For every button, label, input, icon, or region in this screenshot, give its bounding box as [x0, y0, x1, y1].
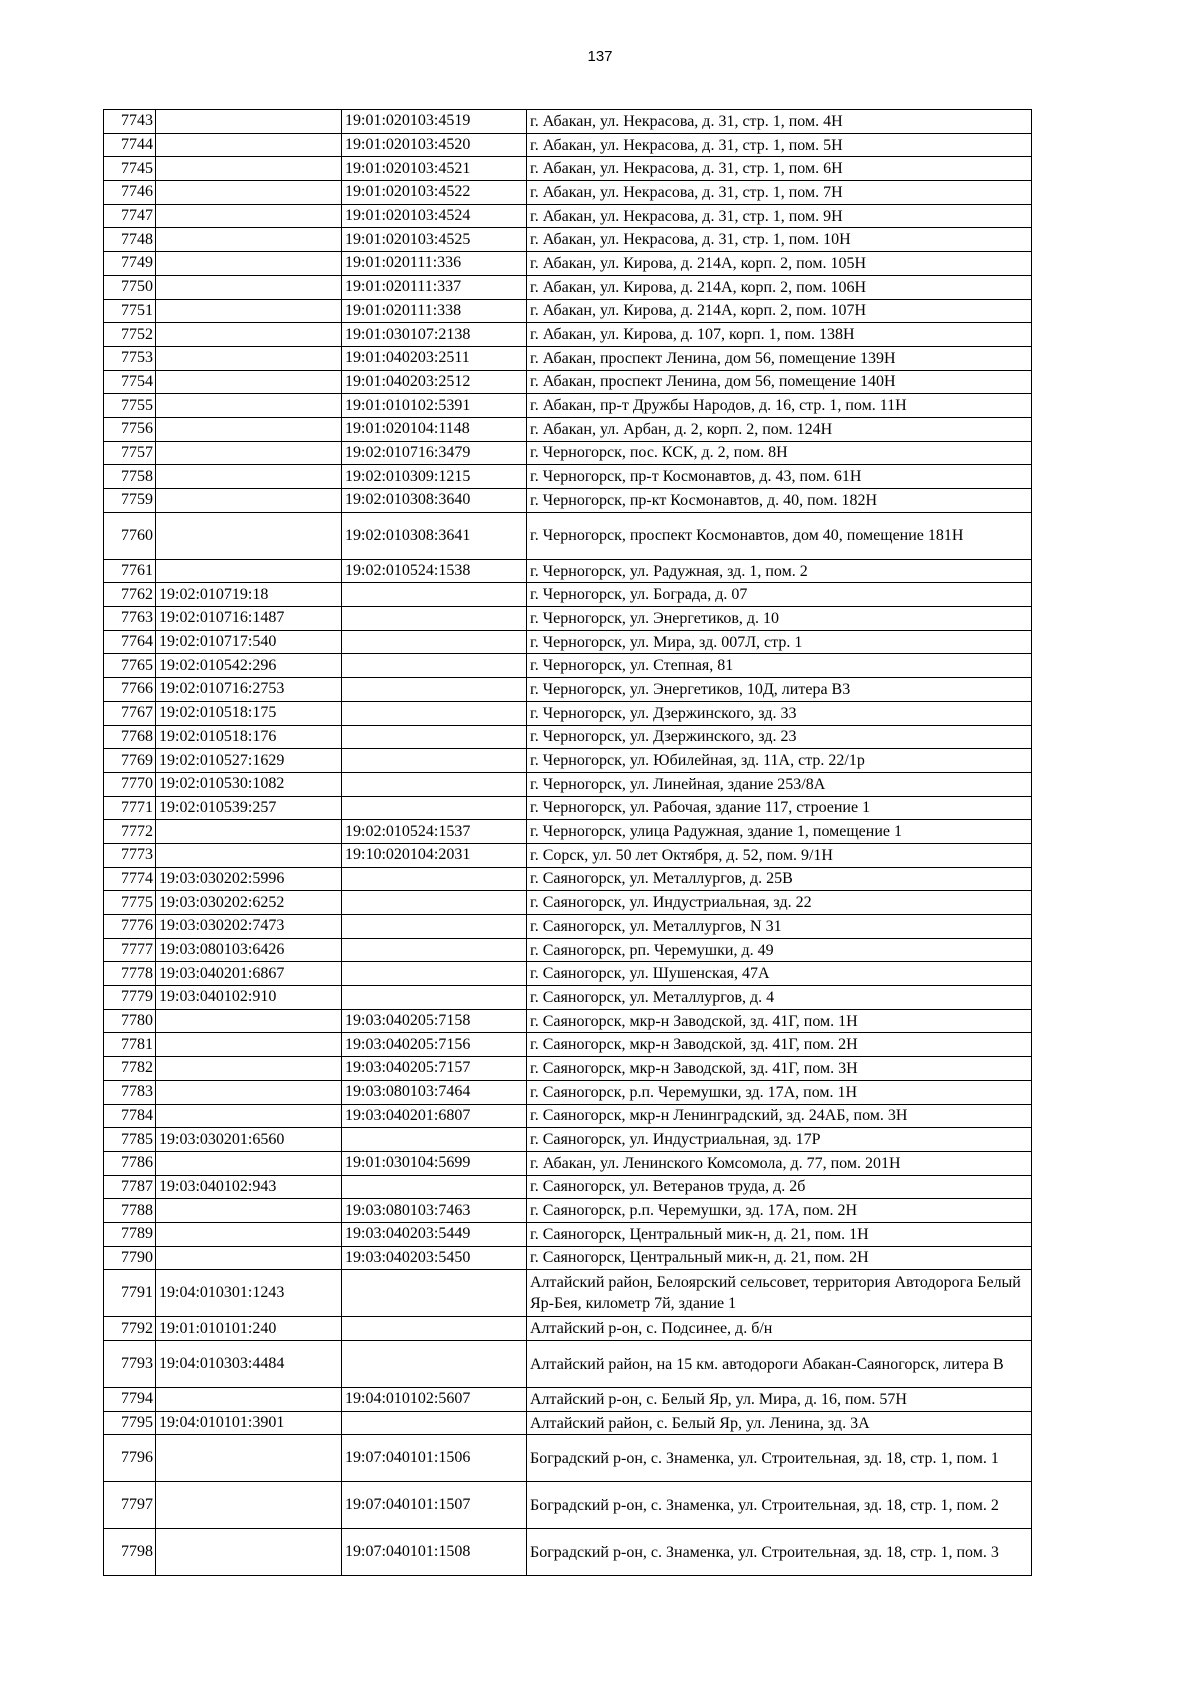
row-number-cell: 7791	[104, 1270, 156, 1317]
address-cell: г. Сорск, ул. 50 лет Октября, д. 52, пом. 9/1Н	[527, 843, 1032, 867]
cadastral-number-b-cell: 19:07:040101:1508	[342, 1529, 527, 1576]
cadastral-number-b-cell	[342, 749, 527, 773]
cadastral-number-a-cell	[156, 1222, 342, 1246]
address-cell: г. Саяногорск, ул. Металлургов, д. 4	[527, 986, 1032, 1010]
address-cell: г. Черногорск, пр-т Космонавтов, д. 43, пом. 61Н	[527, 465, 1032, 489]
cadastral-number-a-cell: 19:04:010303:4484	[156, 1341, 342, 1388]
row-number-cell: 7763	[104, 607, 156, 631]
cadastral-number-a-cell	[156, 465, 342, 489]
address-cell: г. Саяногорск, ул. Ветеранов труда, д. 2б	[527, 1175, 1032, 1199]
table-row	[104, 749, 1032, 773]
cadastral-number-b-cell	[342, 1175, 527, 1199]
table-row	[104, 181, 1032, 205]
cadastral-number-a-cell	[156, 1199, 342, 1223]
row-number-cell: 7752	[104, 323, 156, 347]
table-row	[104, 630, 1032, 654]
table-row	[104, 1388, 1032, 1412]
table-row	[104, 1341, 1032, 1388]
cadastral-number-b-cell	[342, 654, 527, 678]
cadastral-number-b-cell: 19:03:080103:7464	[342, 1080, 527, 1104]
cadastral-number-a-cell	[156, 441, 342, 465]
address-cell: г. Абакан, ул. Кирова, д. 214А, корп. 2, пом. 105Н	[527, 252, 1032, 276]
address-cell: г. Абакан, ул. Арбан, д. 2, корп. 2, пом. 124Н	[527, 417, 1032, 441]
cadastral-number-a-cell	[156, 275, 342, 299]
table-row	[104, 465, 1032, 489]
cadastral-number-a-cell: 19:02:010717:540	[156, 630, 342, 654]
row-number-cell: 7779	[104, 986, 156, 1010]
cadastral-number-b-cell	[342, 891, 527, 915]
cadastral-number-a-cell: 19:03:080103:6426	[156, 938, 342, 962]
address-cell: г. Саяногорск, ул. Металлургов, N 31	[527, 915, 1032, 939]
address-cell: г. Черногорск, улица Радужная, здание 1, помещение 1	[527, 820, 1032, 844]
address-cell: г. Абакан, проспект Ленина, дом 56, помещение 139Н	[527, 346, 1032, 370]
table-row	[104, 678, 1032, 702]
row-number-cell: 7771	[104, 796, 156, 820]
cadastral-number-a-cell: 19:01:010101:240	[156, 1317, 342, 1341]
address-cell: г. Черногорск, ул. Степная, 81	[527, 654, 1032, 678]
row-number-cell: 7765	[104, 654, 156, 678]
address-cell: Боградский р-он, с. Знаменка, ул. Строительная, зд. 18, стр. 1, пом. 3	[527, 1529, 1032, 1576]
row-number-cell: 7749	[104, 252, 156, 276]
cadastral-number-a-cell: 19:02:010542:296	[156, 654, 342, 678]
table-row	[104, 986, 1032, 1010]
table-row	[104, 252, 1032, 276]
cadastral-number-b-cell: 19:01:020103:4522	[342, 181, 527, 205]
table-row	[104, 275, 1032, 299]
cadastral-number-a-cell: 19:03:030202:6252	[156, 891, 342, 915]
row-number-cell: 7796	[104, 1435, 156, 1482]
row-number-cell: 7756	[104, 417, 156, 441]
cadastral-number-b-cell: 19:03:040201:6807	[342, 1104, 527, 1128]
row-number-cell: 7785	[104, 1128, 156, 1152]
table-row	[104, 1435, 1032, 1482]
registry-table-body	[104, 110, 1032, 1576]
row-number-cell: 7744	[104, 133, 156, 157]
address-cell: г. Черногорск, пр-кт Космонавтов, д. 40, пом. 182Н	[527, 489, 1032, 513]
address-cell: г. Саяногорск, ул. Индустриальная, зд. 22	[527, 891, 1032, 915]
cadastral-number-b-cell: 19:03:080103:7463	[342, 1199, 527, 1223]
table-row	[104, 1222, 1032, 1246]
table-row	[104, 1270, 1032, 1317]
cadastral-number-a-cell	[156, 1435, 342, 1482]
cadastral-number-b-cell	[342, 915, 527, 939]
table-row	[104, 820, 1032, 844]
table-row	[104, 1151, 1032, 1175]
cadastral-number-a-cell: 19:03:040102:943	[156, 1175, 342, 1199]
table-row	[104, 110, 1032, 134]
cadastral-number-b-cell	[342, 1411, 527, 1435]
table-row	[104, 1199, 1032, 1223]
table-row	[104, 1175, 1032, 1199]
row-number-cell: 7753	[104, 346, 156, 370]
row-number-cell: 7776	[104, 915, 156, 939]
row-number-cell: 7794	[104, 1388, 156, 1412]
table-row	[104, 1246, 1032, 1270]
cadastral-number-a-cell: 19:04:010301:1243	[156, 1270, 342, 1317]
cadastral-number-a-cell: 19:02:010719:18	[156, 583, 342, 607]
table-row	[104, 796, 1032, 820]
row-number-cell: 7795	[104, 1411, 156, 1435]
row-number-cell: 7758	[104, 465, 156, 489]
address-cell: г. Черногорск, ул. Энергетиков, д. 10	[527, 607, 1032, 631]
row-number-cell: 7778	[104, 962, 156, 986]
row-number-cell: 7789	[104, 1222, 156, 1246]
row-number-cell: 7759	[104, 489, 156, 513]
cadastral-number-a-cell	[156, 1033, 342, 1057]
address-cell: г. Саяногорск, мкр-н Заводской, зд. 41Г, пом. 3Н	[527, 1057, 1032, 1081]
cadastral-number-b-cell: 19:02:010524:1538	[342, 559, 527, 583]
cadastral-number-b-cell: 19:01:020103:4521	[342, 157, 527, 181]
table-row	[104, 299, 1032, 323]
cadastral-number-b-cell	[342, 772, 527, 796]
table-row	[104, 1482, 1032, 1529]
address-cell: г. Саяногорск, мкр-н Ленинградский, зд. 24АБ, пом. 3Н	[527, 1104, 1032, 1128]
page-number: 137	[587, 48, 613, 65]
cadastral-number-a-cell	[156, 1057, 342, 1081]
cadastral-number-a-cell: 19:04:010101:3901	[156, 1411, 342, 1435]
row-number-cell: 7783	[104, 1080, 156, 1104]
cadastral-number-b-cell: 19:01:030104:5699	[342, 1151, 527, 1175]
cadastral-number-b-cell	[342, 1128, 527, 1152]
cadastral-number-b-cell	[342, 725, 527, 749]
table-row	[104, 843, 1032, 867]
address-cell: г. Черногорск, ул. Дзержинского, зд. 33	[527, 701, 1032, 725]
cadastral-number-b-cell: 19:02:010308:3641	[342, 512, 527, 559]
cadastral-number-a-cell	[156, 1080, 342, 1104]
cadastral-number-a-cell: 19:03:040102:910	[156, 986, 342, 1010]
row-number-cell: 7757	[104, 441, 156, 465]
address-cell: г. Саяногорск, рп. Черемушки, д. 49	[527, 938, 1032, 962]
table-row	[104, 1009, 1032, 1033]
row-number-cell: 7775	[104, 891, 156, 915]
table-row	[104, 441, 1032, 465]
cadastral-number-b-cell: 19:02:010309:1215	[342, 465, 527, 489]
cadastral-number-b-cell	[342, 678, 527, 702]
table-row	[104, 559, 1032, 583]
cadastral-number-b-cell: 19:04:010102:5607	[342, 1388, 527, 1412]
row-number-cell: 7772	[104, 820, 156, 844]
cadastral-number-a-cell	[156, 157, 342, 181]
cadastral-number-a-cell	[156, 417, 342, 441]
cadastral-number-a-cell: 19:02:010530:1082	[156, 772, 342, 796]
address-cell: г. Саяногорск, ул. Шушенская, 47А	[527, 962, 1032, 986]
cadastral-number-a-cell	[156, 1009, 342, 1033]
cadastral-number-b-cell	[342, 867, 527, 891]
cadastral-number-b-cell	[342, 1270, 527, 1317]
address-cell: г. Саяногорск, мкр-н Заводской, зд. 41Г, пом. 2Н	[527, 1033, 1032, 1057]
row-number-cell: 7792	[104, 1317, 156, 1341]
address-cell: г. Абакан, ул. Кирова, д. 214А, корп. 2, пом. 107Н	[527, 299, 1032, 323]
cadastral-number-b-cell: 19:02:010308:3640	[342, 489, 527, 513]
cadastral-number-a-cell: 19:03:040201:6867	[156, 962, 342, 986]
address-cell: г. Черногорск, ул. Линейная, здание 253/8А	[527, 772, 1032, 796]
address-cell: г. Абакан, ул. Некрасова, д. 31, стр. 1, пом. 10Н	[527, 228, 1032, 252]
address-cell: г. Саяногорск, Центральный мик-н, д. 21, пом. 1Н	[527, 1222, 1032, 1246]
cadastral-number-a-cell	[156, 559, 342, 583]
cadastral-number-b-cell: 19:10:020104:2031	[342, 843, 527, 867]
cadastral-number-a-cell: 19:03:030201:6560	[156, 1128, 342, 1152]
address-cell: г. Абакан, ул. Кирова, д. 214А, корп. 2, пом. 106Н	[527, 275, 1032, 299]
row-number-cell: 7767	[104, 701, 156, 725]
row-number-cell: 7780	[104, 1009, 156, 1033]
address-cell: г. Черногорск, ул. Энергетиков, 10Д, литера В3	[527, 678, 1032, 702]
cadastral-number-a-cell	[156, 394, 342, 418]
cadastral-number-a-cell	[156, 1529, 342, 1576]
cadastral-number-b-cell: 19:01:020104:1148	[342, 417, 527, 441]
address-cell: Алтайский р-он, с. Белый Яр, ул. Мира, д. 16, пом. 57Н	[527, 1388, 1032, 1412]
table-row	[104, 1411, 1032, 1435]
cadastral-number-a-cell	[156, 1104, 342, 1128]
cadastral-number-b-cell: 19:02:010716:3479	[342, 441, 527, 465]
address-cell: г. Черногорск, ул. Бограда, д. 07	[527, 583, 1032, 607]
address-cell: Алтайский район, с. Белый Яр, ул. Ленина, зд. 3А	[527, 1411, 1032, 1435]
cadastral-number-b-cell: 19:01:020103:4520	[342, 133, 527, 157]
cadastral-number-a-cell	[156, 1482, 342, 1529]
address-cell: г. Абакан, ул. Некрасова, д. 31, стр. 1, пом. 6Н	[527, 157, 1032, 181]
cadastral-number-b-cell: 19:02:010524:1537	[342, 820, 527, 844]
row-number-cell: 7782	[104, 1057, 156, 1081]
cadastral-number-b-cell	[342, 962, 527, 986]
cadastral-number-b-cell: 19:03:040203:5449	[342, 1222, 527, 1246]
address-cell: г. Саяногорск, ул. Металлургов, д. 25В	[527, 867, 1032, 891]
table-row	[104, 701, 1032, 725]
address-cell: г. Абакан, ул. Кирова, д. 107, корп. 1, пом. 138Н	[527, 323, 1032, 347]
row-number-cell: 7769	[104, 749, 156, 773]
cadastral-number-a-cell	[156, 323, 342, 347]
table-row	[104, 133, 1032, 157]
row-number-cell: 7770	[104, 772, 156, 796]
row-number-cell: 7747	[104, 204, 156, 228]
cadastral-number-b-cell: 19:01:040203:2511	[342, 346, 527, 370]
row-number-cell: 7750	[104, 275, 156, 299]
cadastral-number-b-cell: 19:01:020103:4524	[342, 204, 527, 228]
table-row	[104, 915, 1032, 939]
table-row	[104, 867, 1032, 891]
cadastral-number-b-cell: 19:01:040203:2512	[342, 370, 527, 394]
address-cell: г. Абакан, пр-т Дружбы Народов, д. 16, стр. 1, пом. 11Н	[527, 394, 1032, 418]
address-cell: Алтайский район, на 15 км. автодороги Абакан-Саяногорск, литера В	[527, 1341, 1032, 1388]
address-cell: г. Абакан, ул. Некрасова, д. 31, стр. 1, пом. 7Н	[527, 181, 1032, 205]
cadastral-number-a-cell	[156, 512, 342, 559]
row-number-cell: 7790	[104, 1246, 156, 1270]
row-number-cell: 7748	[104, 228, 156, 252]
cadastral-number-a-cell: 19:02:010527:1629	[156, 749, 342, 773]
row-number-cell: 7743	[104, 110, 156, 134]
row-number-cell: 7788	[104, 1199, 156, 1223]
table-row	[104, 1128, 1032, 1152]
row-number-cell: 7773	[104, 843, 156, 867]
address-cell: г. Черногорск, пос. КСК, д. 2, пом. 8Н	[527, 441, 1032, 465]
cadastral-number-a-cell	[156, 843, 342, 867]
row-number-cell: 7787	[104, 1175, 156, 1199]
address-cell: Алтайский р-он, с. Подсинее, д. б/н	[527, 1317, 1032, 1341]
cadastral-number-a-cell: 19:03:030202:7473	[156, 915, 342, 939]
table-row	[104, 891, 1032, 915]
table-row	[104, 962, 1032, 986]
address-cell: Боградский р-он, с. Знаменка, ул. Строительная, зд. 18, стр. 1, пом. 2	[527, 1482, 1032, 1529]
table-row	[104, 1104, 1032, 1128]
table-row	[104, 228, 1032, 252]
cadastral-number-b-cell: 19:01:030107:2138	[342, 323, 527, 347]
table-row	[104, 157, 1032, 181]
cadastral-number-a-cell	[156, 110, 342, 134]
table-row	[104, 938, 1032, 962]
cadastral-number-a-cell: 19:03:030202:5996	[156, 867, 342, 891]
cadastral-number-b-cell: 19:01:020111:338	[342, 299, 527, 323]
cadastral-number-a-cell	[156, 1388, 342, 1412]
address-cell: г. Черногорск, ул. Дзержинского, зд. 23	[527, 725, 1032, 749]
address-cell: г. Саяногорск, Центральный мик-н, д. 21, пом. 2Н	[527, 1246, 1032, 1270]
cadastral-number-a-cell	[156, 133, 342, 157]
row-number-cell: 7798	[104, 1529, 156, 1576]
cadastral-number-b-cell: 19:01:020111:336	[342, 252, 527, 276]
cadastral-number-b-cell: 19:07:040101:1506	[342, 1435, 527, 1482]
row-number-cell: 7755	[104, 394, 156, 418]
row-number-cell: 7762	[104, 583, 156, 607]
row-number-cell: 7766	[104, 678, 156, 702]
address-cell: г. Абакан, ул. Некрасова, д. 31, стр. 1, пом. 5Н	[527, 133, 1032, 157]
cadastral-number-a-cell	[156, 181, 342, 205]
cadastral-number-b-cell: 19:01:020103:4525	[342, 228, 527, 252]
cadastral-number-a-cell: 19:02:010518:176	[156, 725, 342, 749]
address-cell: г. Черногорск, ул. Мира, зд. 007Л, стр. 1	[527, 630, 1032, 654]
cadastral-number-a-cell	[156, 299, 342, 323]
cadastral-number-b-cell: 19:03:040205:7157	[342, 1057, 527, 1081]
table-row	[104, 1529, 1032, 1576]
row-number-cell: 7764	[104, 630, 156, 654]
row-number-cell: 7751	[104, 299, 156, 323]
table-row	[104, 370, 1032, 394]
table-row	[104, 1317, 1032, 1341]
row-number-cell: 7793	[104, 1341, 156, 1388]
cadastral-number-a-cell: 19:02:010716:2753	[156, 678, 342, 702]
table-row	[104, 204, 1032, 228]
cadastral-number-a-cell	[156, 252, 342, 276]
address-cell: г. Саяногорск, р.п. Черемушки, зд. 17А, пом. 1Н	[527, 1080, 1032, 1104]
row-number-cell: 7745	[104, 157, 156, 181]
address-cell: Алтайский район, Белоярский сельсовет, территория Автодорога Белый Яр-Бея, километр 7й, здание 1	[527, 1270, 1032, 1317]
address-cell: г. Абакан, проспект Ленина, дом 56, помещение 140Н	[527, 370, 1032, 394]
address-cell: г. Абакан, ул. Некрасова, д. 31, стр. 1, пом. 9Н	[527, 204, 1032, 228]
row-number-cell: 7774	[104, 867, 156, 891]
table-row	[104, 1080, 1032, 1104]
row-number-cell: 7761	[104, 559, 156, 583]
row-number-cell: 7797	[104, 1482, 156, 1529]
table-row	[104, 323, 1032, 347]
cadastral-number-a-cell: 19:02:010716:1487	[156, 607, 342, 631]
cadastral-number-b-cell: 19:01:020103:4519	[342, 110, 527, 134]
cadastral-number-b-cell: 19:01:010102:5391	[342, 394, 527, 418]
row-number-cell: 7768	[104, 725, 156, 749]
cadastral-number-b-cell	[342, 583, 527, 607]
cadastral-number-a-cell	[156, 370, 342, 394]
row-number-cell: 7777	[104, 938, 156, 962]
row-number-cell: 7786	[104, 1151, 156, 1175]
cadastral-number-a-cell	[156, 346, 342, 370]
address-cell: г. Абакан, ул. Некрасова, д. 31, стр. 1, пом. 4Н	[527, 110, 1032, 134]
cadastral-number-a-cell	[156, 1151, 342, 1175]
address-cell: г. Абакан, ул. Ленинского Комсомола, д. 77, пом. 201Н	[527, 1151, 1032, 1175]
cadastral-number-b-cell	[342, 607, 527, 631]
row-number-cell: 7784	[104, 1104, 156, 1128]
cadastral-number-b-cell: 19:03:040203:5450	[342, 1246, 527, 1270]
table-row	[104, 346, 1032, 370]
cadastral-number-b-cell: 19:03:040205:7158	[342, 1009, 527, 1033]
cadastral-number-b-cell	[342, 938, 527, 962]
address-cell: г. Саяногорск, ул. Индустриальная, зд. 17Р	[527, 1128, 1032, 1152]
address-cell: г. Черногорск, ул. Рабочая, здание 117, строение 1	[527, 796, 1032, 820]
table-row	[104, 583, 1032, 607]
table-row	[104, 489, 1032, 513]
cadastral-number-b-cell: 19:01:020111:337	[342, 275, 527, 299]
table-row	[104, 725, 1032, 749]
cadastral-number-b-cell	[342, 1341, 527, 1388]
cadastral-number-a-cell	[156, 1246, 342, 1270]
address-cell: г. Черногорск, проспект Космонавтов, дом 40, помещение 181Н	[527, 512, 1032, 559]
table-row	[104, 1057, 1032, 1081]
row-number-cell: 7781	[104, 1033, 156, 1057]
cadastral-number-b-cell	[342, 1317, 527, 1341]
address-cell: г. Черногорск, ул. Радужная, зд. 1, пом. 2	[527, 559, 1032, 583]
address-cell: Боградский р-он, с. Знаменка, ул. Строительная, зд. 18, стр. 1, пом. 1	[527, 1435, 1032, 1482]
table-row	[104, 607, 1032, 631]
table-row	[104, 512, 1032, 559]
row-number-cell: 7746	[104, 181, 156, 205]
table-row	[104, 772, 1032, 796]
cadastral-number-b-cell	[342, 630, 527, 654]
cadastral-number-a-cell	[156, 204, 342, 228]
cadastral-number-a-cell: 19:02:010518:175	[156, 701, 342, 725]
address-cell: г. Саяногорск, р.п. Черемушки, зд. 17А, пом. 2Н	[527, 1199, 1032, 1223]
cadastral-number-a-cell	[156, 820, 342, 844]
cadastral-number-a-cell	[156, 228, 342, 252]
cadastral-number-a-cell	[156, 489, 342, 513]
table-row	[104, 654, 1032, 678]
cadastral-number-b-cell	[342, 796, 527, 820]
cadastral-number-b-cell: 19:03:040205:7156	[342, 1033, 527, 1057]
table-row	[104, 1033, 1032, 1057]
cadastral-number-a-cell: 19:02:010539:257	[156, 796, 342, 820]
cadastral-number-b-cell: 19:07:040101:1507	[342, 1482, 527, 1529]
row-number-cell: 7760	[104, 512, 156, 559]
property-registry-table	[103, 109, 1032, 1576]
cadastral-number-b-cell	[342, 701, 527, 725]
row-number-cell: 7754	[104, 370, 156, 394]
address-cell: г. Саяногорск, мкр-н Заводской, зд. 41Г, пом. 1Н	[527, 1009, 1032, 1033]
cadastral-number-b-cell	[342, 986, 527, 1010]
table-row	[104, 394, 1032, 418]
address-cell: г. Черногорск, ул. Юбилейная, зд. 11А, стр. 22/1р	[527, 749, 1032, 773]
table-row	[104, 417, 1032, 441]
